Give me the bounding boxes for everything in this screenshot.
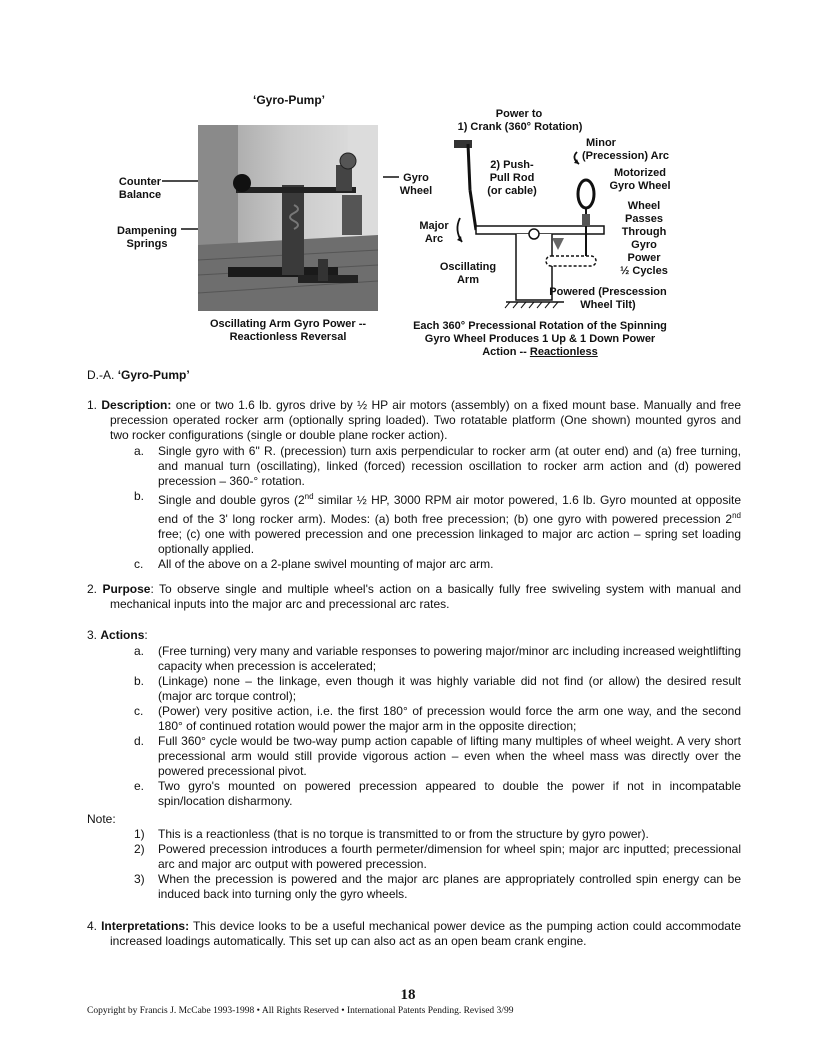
power-to-label: Power to: [495, 108, 543, 120]
list-item: 2) Powered precession introduces a fourth permeter/dimension for wheel spin; major arc inputted; precessional arc and major arc output with powered precession.: [134, 842, 741, 871]
section-heading: [87, 368, 190, 382]
major-arc-label: Major Arc: [419, 220, 449, 245]
oscillating-arm-label: Oscillating Arm: [439, 261, 497, 286]
list-item: a. Single gyro with 6" R. (precession) turn axis perpendicular to rocker arm (at outer end) and (a) free turning, and manual turn (oscillating), linked (forced) recession oscillation to rocker arm action and (d) powered precession – 360-° rotation.: [134, 444, 741, 488]
list-item: d. Full 360° cycle would be two-way pump action capable of lifting many multiples of wheel weight. A very short precessional arm would still provide vigorous action – even when the wheel mass was directly over the powered precessional pivot.: [134, 734, 741, 778]
page-number: 18: [400, 987, 416, 1003]
push-pull-rod-label: 2) Push- Pull Rod (or cable): [487, 159, 537, 197]
list-item: e. Two gyro's mounted on powered precession appeared to double the power if not in incompatable spin/location disharmony.: [134, 779, 741, 808]
counter-balance-leader-line: [162, 176, 198, 186]
counter-balance-label: Counter Balance: [118, 176, 162, 201]
list-item: 3) When the precession is powered and the major arc planes are appropriately controlled spin energy can be induced back into turning only the gyro wheels.: [134, 872, 741, 901]
gyro-wheel-label: Gyro Wheel: [399, 172, 433, 197]
actions-list: [134, 644, 741, 809]
photo-caption: Oscillating Arm Gyro Power -- Reactionless Reversal: [209, 318, 367, 343]
motorized-gyro-wheel-label: Motorized Gyro Wheel: [609, 167, 671, 192]
crank-label: 1) Crank (360° Rotation): [457, 121, 583, 133]
dampening-springs-label: Dampening Springs: [117, 225, 177, 250]
list-item: b. Single and double gyros (2nd similar ½ HP, 3000 RPM air motor powered, 1.6 lb. Gyro mounted at opposite end of the 3' long rocker arm). Modes: (a) both free precession; (b) one gyro with powered precession 2nd free; (c) one with powered precession and one precession linkaged to major arc action – spring set loading optionally applied.: [134, 489, 741, 556]
gyro-pump-photo: [198, 125, 378, 311]
description-paragraph: 1. Description: one or two 1.6 lb. gyros drive by ½ HP air motors (assembly) on a fixed mount base. Manually and free precession operated rocker arm (optionally spring loaded). Two rotatable platform (One shown) mounted gyros and two rocker configurations (single or double plane rocker action).: [87, 398, 742, 442]
list-item: a. (Free turning) very many and variable responses to powering major/minor arc including increased weightlifting capacity when precession is accelerated;: [134, 644, 741, 673]
minor-arc-label: Minor (Precession) Arc: [582, 137, 670, 162]
wheel-passes-label: Wheel Passes Through Gyro Power ½ Cycles: [620, 200, 668, 277]
interpretations-paragraph: 4. Interpretations: This device looks to be a useful mechanical power device as the pumping action could accommodate increased loadings automatically. This set up can also act as an open beam crank engine.: [87, 919, 741, 948]
list-item: b. (Linkage) none – the linkage, even though it was highly variable did not find (or allow) the desired result (major arc torque control);: [134, 674, 741, 703]
list-item: c. (Power) very positive action, i.e. the first 180° of precession would force the arm one way, and the second 180° of continued rotation would power the major arm in the opposite direction;: [134, 704, 741, 733]
note-label: Note:: [87, 812, 116, 826]
description-list: [134, 444, 741, 572]
list-item: 1) This is a reactionless (that is no torque is transmitted to or from the structure by gyro power).: [134, 827, 649, 841]
figure-title: ‘Gyro-Pump’: [253, 93, 326, 107]
list-item: c. All of the above on a 2-plane swivel mounting of major arc arm.: [134, 557, 494, 571]
diagram-caption-reactionless: Reactionless: [529, 346, 598, 358]
diagram-caption-prefix: Action --: [482, 346, 530, 358]
dampening-springs-leader-line: [181, 224, 198, 234]
note-list: [134, 827, 741, 902]
actions-heading: 3. Actions:: [87, 628, 148, 642]
powered-wheel-tilt-label: Powered (Prescession Wheel Tilt): [549, 286, 667, 311]
section-number: D.-A.: [87, 368, 115, 382]
copyright-notice: Copyright by Francis J. McCabe 1993-1998 • All Rights Reserved • International Patents Pending. Revised 3/99: [87, 1006, 514, 1016]
section-title: ‘Gyro-Pump’: [117, 368, 190, 382]
purpose-paragraph: 2. Purpose: To observe single and multiple wheel's action on a basically fully free swiveling system with manual and mechanical inputs into the major arc and precessional arc rates.: [87, 582, 741, 611]
diagram-caption: Each 360° Precessional Rotation of the Spinning Gyro Wheel Produces 1 Up & 1 Down Power Action -- Reactionless: [413, 320, 667, 358]
